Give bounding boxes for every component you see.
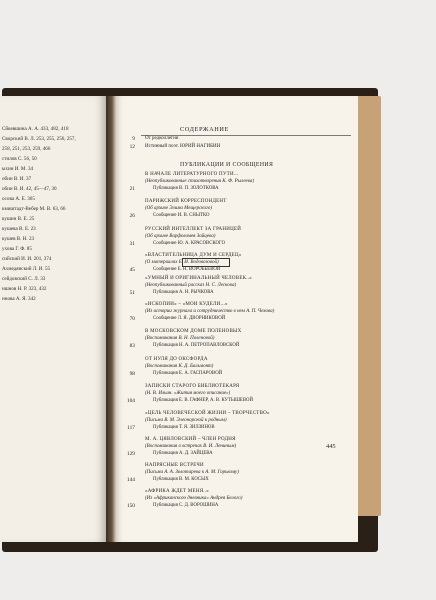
toc-entry-credit: Сообщение Е. Н. ВОРОБЬЕВОЙ: [153, 267, 221, 272]
toc-entry-subtitle: (Об архиве Варфоломея Зайцева): [145, 234, 216, 239]
index-line: Ахмедянский Л. И. 55: [2, 266, 51, 272]
toc-entry-subtitle: (Неопубликованные стихотворения К. Ф. Рылеева): [145, 179, 255, 184]
index-line: обин В. И. 37: [2, 176, 32, 182]
toc-page-num: 12: [129, 144, 135, 150]
book-gutter: [106, 96, 116, 542]
toc-entry-subtitle: (Неопубликованный рассказ Н. С. Лескова): [145, 283, 237, 288]
toc-page-num: 9: [132, 136, 135, 142]
toc-entry-credit: Публикация А. Д. ЗАЙЦЕВА: [153, 451, 213, 456]
right-page-contents: [116, 96, 358, 542]
toc-entry-title: «УМНЫЙ И ОРИГИНАЛЬНЫЙ ЧЕЛОВЕК..»: [145, 276, 252, 281]
left-page-index: [0, 96, 106, 542]
toc-entry-credit: Сообщение Л. Я. ДВОРНИКОВОЙ: [153, 316, 226, 321]
toc-entry-subtitle: (Воспоминания В. Н. Поленовой): [145, 336, 215, 341]
index-line: кушева В. Е. 23: [2, 226, 36, 232]
toc-page-num: 83: [129, 343, 135, 349]
toc-entry-subtitle: (О материалах Е. И. Водовозовой): [145, 260, 219, 265]
index-line: сийский И. И. 201, 374: [2, 256, 52, 262]
toc-entry: От редколлегии: [145, 136, 179, 141]
index-line: ннова А. Я. 342: [2, 296, 36, 302]
toc-entry-title: ОТ НУЛЯ ДО ОКСФОРДА: [145, 357, 208, 362]
toc-page-num: 104: [126, 398, 135, 404]
index-line: ыхин И. М. 34: [2, 166, 34, 172]
toc-entry-credit: Публикация С. Д. ВОРОШИНА: [153, 503, 219, 508]
toc-entry-credit: Сообщение И. В. СНЫТКО: [153, 213, 210, 218]
toc-page-num: 144: [126, 477, 135, 483]
toc-entry-title: В НАЧАЛЕ ЛИТЕРАТУРНОГО ПУТИ...: [145, 172, 239, 177]
toc-page-num: 26: [129, 213, 135, 219]
toc-entry-credit: Публикация Е. А. ГАСПАРОВОЙ: [153, 371, 223, 376]
index-line: 258, 251, 253, 259, 466: [2, 146, 51, 152]
index-line: Сйкевшина А. А. 433, 482, 418: [2, 126, 69, 132]
toc-entry-subtitle: (Из истории журнала и сотрудничество в нем А. П. Чехова): [145, 309, 275, 314]
toc-entry-credit: Публикация Е. В. ГАФНЕР, А. В. КУТЫШЕВОЙ: [153, 398, 253, 403]
toc-page-num: 117: [127, 425, 135, 431]
index-line: ухова Г. Ф. 85: [2, 246, 32, 252]
index-line: кушин В. Е. 25: [2, 216, 35, 222]
toc-page-num: 31: [129, 241, 135, 247]
toc-page-num: 129: [126, 451, 135, 457]
toc-entry-credit: Публикация А. Н. РЫЧКОВА: [153, 290, 214, 295]
index-line: кмиштадт-Вебер М. В. 63, 66: [2, 206, 66, 212]
toc-entry-title: «ЦЕЛЬ ЧЕЛОВЕЧЕСКОЙ ЖИЗНИ – ТВОРЧЕСТВО»: [145, 411, 270, 416]
toc-entry-credit: Публикация В. П. ЗОЛОТКОВА: [153, 186, 219, 191]
index-line: стилов С. 56, 50: [2, 156, 37, 162]
toc-entry: Истинный поэт. ЮРИЙ НАГИБИН: [145, 144, 221, 149]
toc-entry-title: В МОСКОВСКОМ ДОМЕ ПОЛЕНОВЫХ: [145, 329, 242, 334]
index-line: ншнов Н. Р. 323, 432: [2, 286, 47, 292]
index-line: Сворский В. Л. 253, 255, 256, 257,: [2, 136, 76, 142]
toc-entry-credit: Публикация Н. А. ПЕТРОПАВЛОВСКОЙ: [153, 343, 240, 348]
toc-entry-title: ЗАПИСКИ СТАРОГО БИБЛИОТЕКАРЯ: [145, 384, 240, 389]
toc-page-num: 21: [129, 186, 135, 192]
toc-entry-subtitle: (Воспоминания о встречах В. И. Лениным): [145, 444, 237, 449]
toc-entry-credit: Публикация В. М. КОСЫХ: [153, 477, 209, 482]
toc-entry-title: РУССКИЙ ИНТЕЛЛЕКТ ЗА ГРАНИЦЕЙ: [145, 227, 242, 232]
book-cover-edge: [355, 96, 381, 516]
section-heading: ПУБЛИКАЦИИ И СООБЩЕНИЯ: [180, 162, 274, 168]
toc-entry-title: «ВЛАСТИТЕЛЬНИЦА ДУМ И СЕРДЕЦ»: [145, 253, 242, 258]
toc-page-num: 70: [129, 316, 135, 322]
toc-page-num: 98: [129, 371, 135, 377]
toc-entry-title: М. А. ЦЯВЛОВСКИЙ – ЧЛЕН РОДНЯ: [145, 437, 236, 442]
index-line: кушев В. Н. 23: [2, 236, 35, 242]
highlight-box: [182, 258, 230, 267]
index-line: обин В. И. 42, 45—47, 30: [2, 186, 57, 192]
toc-title: СОДЕРЖАНИЕ: [180, 126, 229, 133]
toc-entry-subtitle: (Об архиве Элима Мещерского): [145, 206, 213, 211]
toc-entry-title: «ИСКОПИИ» – «МОИ КУДЕЛИ...»: [145, 302, 228, 307]
index-line: осова А. Е. 365: [2, 196, 35, 202]
toc-entry-subtitle: (Письма А. А. Золотарева к А. М. Горькому): [145, 470, 239, 475]
index-line: сейдовский С. Л. 33: [2, 276, 46, 282]
toc-page-num: 51: [129, 290, 135, 296]
toc-entry-subtitle: (Письма В. М. Элеонорской к родным): [145, 418, 227, 423]
toc-page-num: 150: [126, 503, 135, 509]
toc-page-num: 45: [129, 267, 135, 273]
toc-entry-subtitle: (Н. В. Ильин. «Жития моего описание»): [145, 391, 231, 396]
toc-entry-title: НАПРЯСНЫЕ ВСТРЕЧИ: [145, 463, 204, 468]
toc-entry-title: ПАРИЖСКИЙ КОРРЕСПОНДЕНТ: [145, 199, 227, 204]
toc-entry-credit: Сообщение Ю. А. КРАСОВСКОГО: [153, 241, 226, 246]
toc-entry-credit: Публикация Т. Я. ЗИЛЗИНОВ: [153, 425, 215, 430]
toc-entry-subtitle: (Воспоминания К. Д. Бальмонт): [145, 364, 214, 369]
toc-entry-title: «АФРИКА ЖДЕТ МЕНЯ..»: [145, 489, 210, 494]
page-number: 445: [326, 443, 336, 450]
toc-entry-subtitle: (Из «Африканского дневника» Андрея Белого): [145, 496, 243, 501]
